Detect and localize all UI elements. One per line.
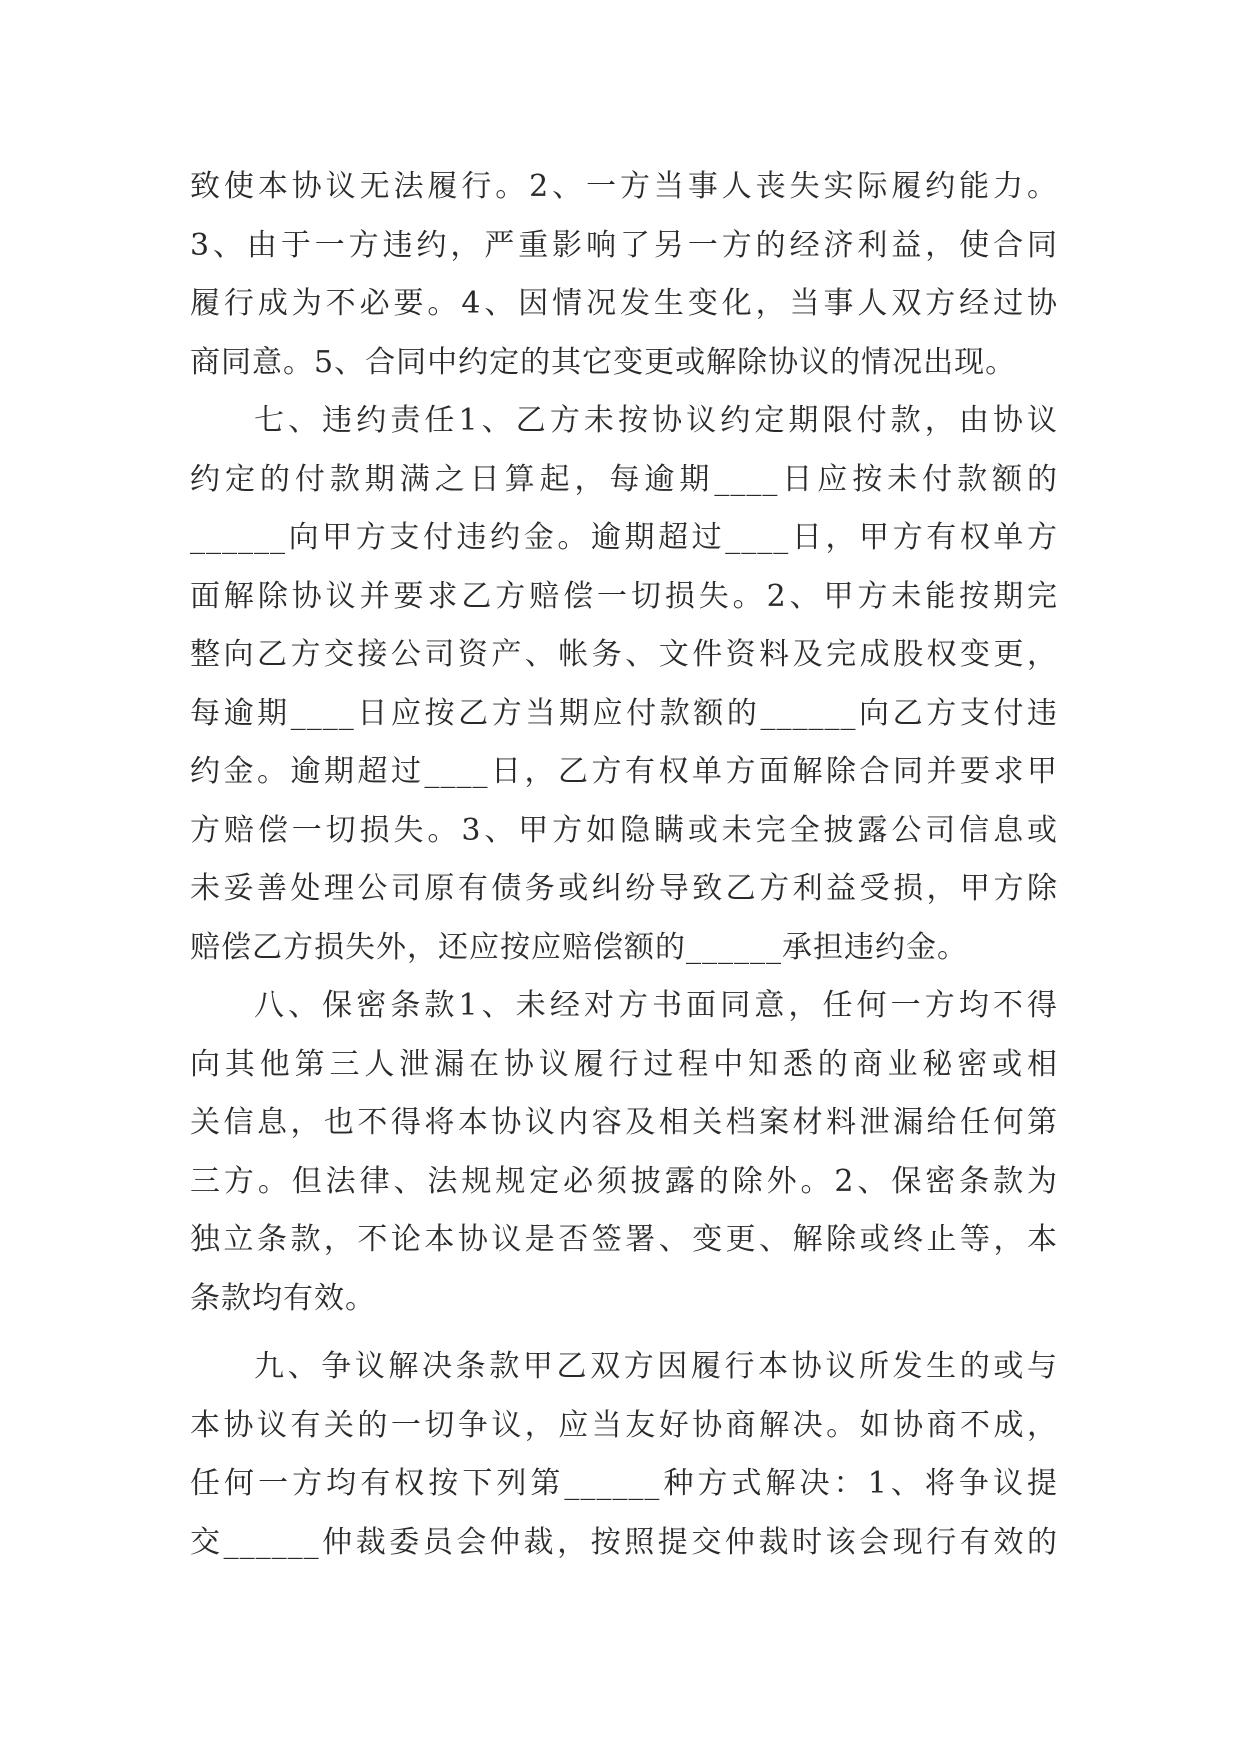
text-line: 八、保密条款1、未经对方书面同意，任何一方均不得	[254, 988, 1058, 1023]
paragraph-confidentiality	[190, 977, 1058, 1328]
text-line: 向其他第三人泄漏在协议履行过程中知悉的商业秘密或相	[190, 1046, 1058, 1082]
text-line: 面解除协议并要求乙方赔偿一切损失。2、甲方未能按期完	[190, 578, 1058, 614]
text-line: ______向甲方支付违约金。逾期超过____日，甲方有权单方	[190, 520, 1058, 555]
text-line: 任何一方均有权按下列第______种方式解决：1、将争议提	[190, 1466, 1058, 1501]
text-line: 本协议有关的一切争议，应当友好协商解决。如协商不成，	[190, 1407, 1058, 1443]
document-body	[190, 158, 1058, 1572]
text-line: 方赔偿一切损失。3、甲方如隐瞒或未完全披露公司信息或	[190, 812, 1058, 848]
paragraph-dispute-resolution	[190, 1338, 1058, 1572]
paragraph-breach-liability	[190, 392, 1058, 977]
text-line: 3、由于一方违约，严重影响了另一方的经济利益，使合同	[190, 227, 1058, 263]
paragraph-termination-conditions	[190, 158, 1058, 392]
text-line: 三方。但法律、法规规定必须披露的除外。2、保密条款为	[190, 1163, 1058, 1199]
paragraph-gap	[190, 1328, 1058, 1338]
text-line: 履行成为不必要。4、因情况发生变化，当事人双方经过协	[190, 286, 1058, 321]
text-line: 约定的付款期满之日算起，每逾期____日应按未付款额的	[190, 461, 1058, 497]
text-line: 每逾期____日应按乙方当期应付款额的______向乙方支付违	[190, 695, 1058, 731]
text-line: 约金。逾期超过____日，乙方有权单方面解除合同并要求甲	[190, 754, 1058, 789]
text-line: 条款均有效。	[190, 1280, 376, 1316]
text-line: 未妥善处理公司原有债务或纠纷导致乙方利益受损，甲方除	[190, 871, 1058, 906]
text-line: 独立条款，不论本协议是否签署、变更、解除或终止等，本	[190, 1222, 1058, 1257]
text-line: 致使本协议无法履行。2、一方当事人丧失实际履约能力。	[190, 169, 1058, 204]
text-line: 赔偿乙方损失外，还应按应赔偿额的______承担违约金。	[190, 929, 968, 965]
text-line: 整向乙方交接公司资产、帐务、文件资料及完成股权变更，	[190, 637, 1058, 672]
text-line: 关信息，也不得将本协议内容及相关档案材料泄漏给任何第	[190, 1105, 1058, 1140]
text-line: 九、争议解决条款甲乙双方因履行本协议所发生的或与	[254, 1349, 1058, 1384]
text-line: 七、违约责任1、乙方未按协议约定期限付款，由协议	[254, 403, 1058, 438]
text-line: 商同意。5、合同中约定的其它变更或解除协议的情况出现。	[190, 344, 1017, 380]
text-line: 交______仲裁委员会仲裁，按照提交仲裁时该会现行有效的	[190, 1524, 1058, 1560]
